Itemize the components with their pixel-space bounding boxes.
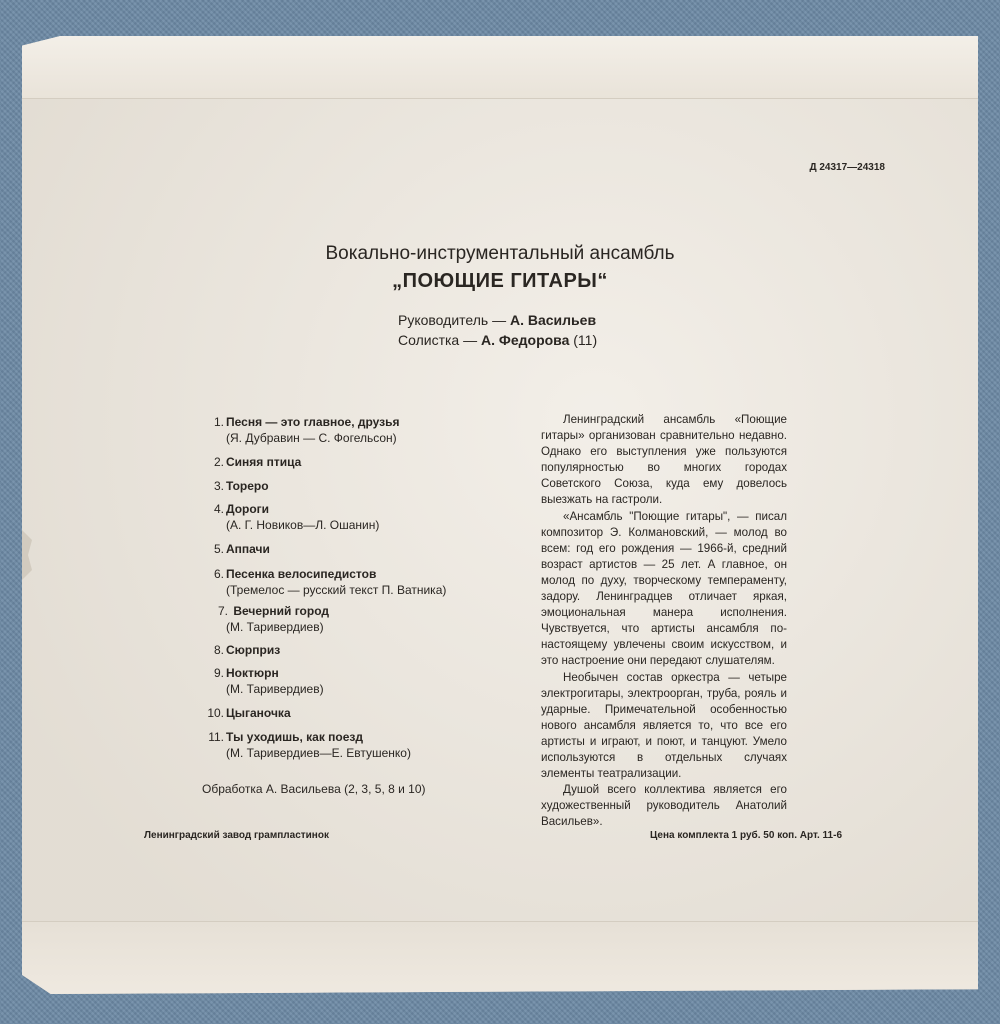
track-item <box>200 479 269 493</box>
track-credit: (Я. Дубравин — С. Фогельсон) <box>226 431 397 445</box>
track-number: 7. <box>217 604 228 618</box>
track-number: 9. <box>213 666 224 680</box>
track-number: 11. <box>208 730 224 744</box>
track-number: 5. <box>213 542 224 556</box>
ensemble-type: Вокально-инструментальный ансамбль <box>325 243 675 264</box>
track-item <box>200 604 329 634</box>
liner-notes <box>541 412 787 830</box>
track-number: 10. <box>207 706 224 720</box>
track-number: 3. <box>213 479 224 493</box>
track-credit: (Тремелос — русский текст П. Ватника) <box>226 583 447 597</box>
liner-paragraph: Необычен состав оркестра — четыре электрогитары, электроорган, труба, рояль и ударные. Примечательной особенностью нового ансамбля является то, что все его артисты и играют, и поют, и танцуют. Умело используются в отдельных случаях элементы театрализации. <box>541 670 787 781</box>
track-credit: (А. Г. Новиков—Л. Ошанин) <box>226 518 380 532</box>
track-title: Песня — это главное, друзья <box>226 415 400 429</box>
sleeve-bottom-flap <box>22 921 978 994</box>
track-item <box>200 542 270 556</box>
record-sleeve <box>22 36 978 994</box>
track-item <box>200 415 400 445</box>
track-number: 6. <box>213 567 224 581</box>
track-title: Вечерний город <box>233 604 329 618</box>
soloist-role: Солистка — <box>398 332 481 348</box>
track-title: Дороги <box>226 502 270 516</box>
track-title: Аппачи <box>226 542 270 556</box>
leader-role: Руководитель — <box>398 312 510 328</box>
manufacturer: Ленинградский завод грампластинок <box>144 830 329 841</box>
track-title: Песенка велосипедистов <box>226 567 377 581</box>
liner-paragraph: Душой всего коллектива является его художественный руководитель Анатолий Васильев». <box>541 783 787 829</box>
track-item <box>200 567 446 597</box>
leader-credit <box>398 312 596 328</box>
soloist-credit <box>398 332 597 348</box>
track-item <box>200 666 324 696</box>
track-number: 1. <box>213 415 224 429</box>
track-item <box>200 502 379 532</box>
soloist-tracks: (11) <box>569 332 598 348</box>
track-item <box>200 706 291 720</box>
track-title: Цыганочка <box>226 706 291 720</box>
leader-name: А. Васильев <box>509 312 597 328</box>
track-credit: (М. Таривердиев—Е. Евтушенко) <box>226 746 411 760</box>
track-title: Синяя птица <box>226 455 302 469</box>
catalog-number: Д 24317—24318 <box>809 162 885 173</box>
liner-paragraph: Ленинградский ансамбль «Поющие гитары» организован сравнительно недавно. Однако его выступления уже пользуются популярностью во многих городах Советского Союза, куда ему довелось выезжать на гастроли. <box>541 413 787 507</box>
track-title: Сюрприз <box>226 643 281 657</box>
ensemble-name: „ПОЮЩИЕ ГИТАРЫ“ <box>392 270 608 292</box>
track-number: 4. <box>213 502 224 516</box>
track-number: 8. <box>213 643 224 657</box>
sleeve-top-flap <box>22 36 978 99</box>
track-item <box>200 730 411 760</box>
track-item <box>200 455 301 469</box>
track-number: 2. <box>213 455 224 469</box>
track-item <box>200 643 280 657</box>
track-title: Тореро <box>226 479 269 493</box>
price-info: Цена комплекта 1 руб. 50 коп. Арт. 11-6 <box>650 830 843 841</box>
track-title: Ты уходишь, как поезд <box>226 730 364 744</box>
track-credit: (М. Таривердиев) <box>226 620 324 634</box>
arrangement-note: Обработка А. Васильева (2, 3, 5, 8 и 10) <box>202 782 426 796</box>
soloist-name: А. Федорова <box>481 332 570 348</box>
track-credit: (М. Таривердиев) <box>226 682 324 696</box>
track-title: Ноктюрн <box>226 666 279 680</box>
liner-paragraph: «Ансамбль "Поющие гитары", — писал композитор Э. Колмановский, — молод во всем: год его рождения — 1966-й, средний возраст артистов — 25 лет. А главное, он молод по духу, творческому темпераменту, задору. Ленинградцев отличает яркая, эмоциональная манера исполнения. Чувствуется, что артисты ансамбля по-настоящему увлечены своим искусством, и это настроение они передают слушателям. <box>541 509 787 668</box>
